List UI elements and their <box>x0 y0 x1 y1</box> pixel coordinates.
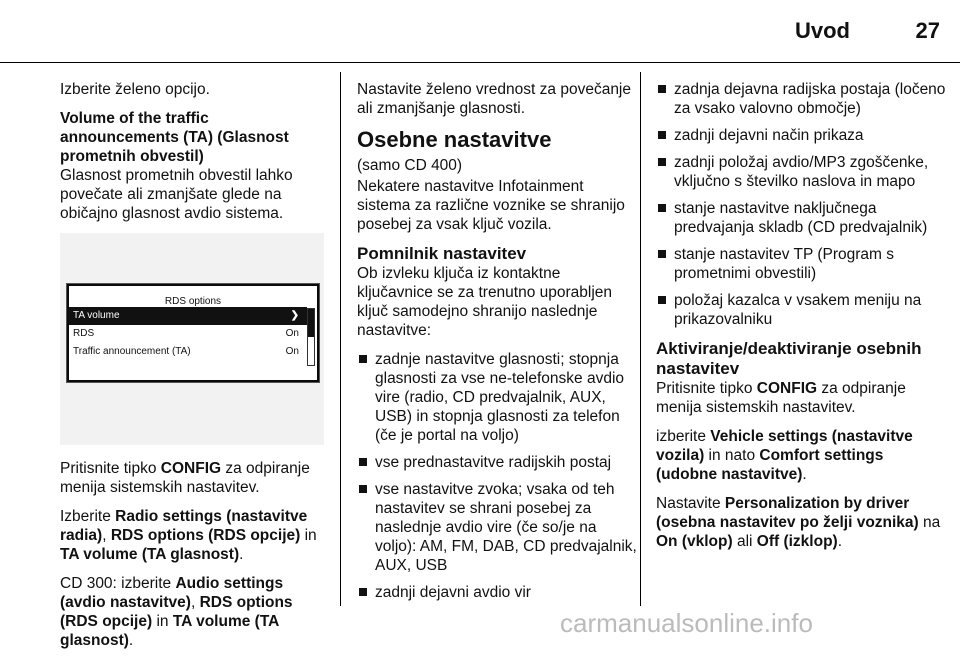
text-run: in <box>300 527 317 544</box>
text-run: . <box>802 466 807 483</box>
menu-row-value: On <box>285 328 299 339</box>
stored-settings-list <box>357 350 637 602</box>
menu-path: On (vklop) <box>656 533 733 550</box>
text-run: CD 300: izberite <box>60 575 176 592</box>
running-header-title: Uvod <box>795 18 850 43</box>
menu-path: Personalization by driver (osebna nastavitev po želji voznika) <box>656 495 919 531</box>
text-run: in <box>152 613 173 630</box>
column-1 <box>60 80 328 660</box>
menu-path: Comfort settings (udobne nastavitve) <box>656 447 884 483</box>
menu-path: TA volume (TA glasnost) <box>60 546 240 563</box>
text-run: ali <box>732 533 757 550</box>
text-run: , <box>102 527 111 544</box>
cd300-instruction <box>60 574 328 650</box>
subheading-activate-personal-settings: Aktiviranje/deaktiviranje osebnih nastavitev <box>656 339 922 378</box>
text-run: in nato <box>704 447 760 464</box>
list-item: vse prednastavitve radijskih postaj <box>357 453 637 472</box>
config-key-label: CONFIG <box>756 380 818 397</box>
section-heading-ta-volume: Volume of the traffic announcements (TA) (Glasnost prometnih obvestil) <box>60 110 289 165</box>
personal-settings-description: Nekatere nastavitve Infotainment sistema za različne voznike se shranijo posebej za vsak ključ vozila. <box>357 178 625 233</box>
menu-row-label: RDS <box>73 328 95 339</box>
list-item: zadnje nastavitve glasnosti; stopnja glasnosti za vse ne-telefonske avdio vire (radio, CD predvajalnik, AUX, USB) in stopnja glasnosti za telefon (če je portal na voljo) <box>357 350 637 445</box>
list-item: stanje nastavitve naključnega predvajanja skladb (CD predvajalnik) <box>656 199 946 237</box>
personalization-instruction <box>656 494 946 551</box>
chevron-right-icon: ❯ <box>290 310 299 321</box>
ta-volume-description: Glasnost prometnih obvestil lahko povečate ali zmanjšate glede na običajno glasnost avdio sistema. <box>60 167 293 222</box>
config-key-label: CONFIG <box>160 460 222 477</box>
config-instruction <box>656 379 946 417</box>
list-item: položaj kazalca v vsakem meniju na prikazovalniku <box>656 291 946 329</box>
subheading-settings-memory: Pomnilnik nastavitev <box>357 244 527 263</box>
rds-options-screen-figure <box>60 233 324 445</box>
scrollbar <box>307 308 315 366</box>
list-item: zadnji položaj avdio/MP3 zgoščenke, vključno s številko naslova in mapo <box>656 153 946 191</box>
menu-path: Audio settings (avdio nastavitve) <box>60 575 284 611</box>
text-run: izberite <box>656 428 711 445</box>
text-run: . <box>239 546 244 563</box>
text-run: Pritisnite tipko <box>60 460 161 477</box>
text-run: , <box>190 594 200 611</box>
text-run: Nastavite <box>656 495 725 512</box>
config-instruction <box>60 459 328 497</box>
vehicle-settings-instruction <box>656 427 946 484</box>
display-panel <box>69 286 317 380</box>
list-item: zadnji dejavni način prikaza <box>656 126 946 145</box>
menu-row-rds <box>69 325 307 343</box>
list-item: vse nastavitve zvoka; vsaka od teh nastavitev se shrani posebej za naslednje avdio vire (če so/je na voljo): AM, FM, DAB, CD predvajalnik, AUX, USB <box>357 480 637 575</box>
column-divider <box>640 72 641 606</box>
menu-path: RDS options (RDS opcije) <box>110 527 301 544</box>
adjust-instruction: Nastavite želeno vrednost za povečanje ali zmanjšanje glasnosti. <box>357 81 631 117</box>
text-run: za odpiranje menija sistemskih nastavitev. <box>60 460 310 496</box>
display-frame <box>66 283 320 383</box>
menu-row-label: TA volume <box>73 310 120 321</box>
stored-settings-list-continued <box>656 80 946 329</box>
section-heading-personal-settings: Osebne nastavitve <box>357 127 552 152</box>
list-item: zadnji dejavni avdio vir <box>357 583 637 602</box>
column-3 <box>656 80 946 561</box>
display-title: RDS options <box>164 296 222 307</box>
settings-memory-description: Ob izvleku ključa iz kontaktne ključavnice se za trenutno uporabljen ključ samodejno shranijo naslednje nastavitve: <box>357 265 613 339</box>
menu-path: Radio settings (nastavitve radia) <box>60 508 308 544</box>
text-run: na <box>918 514 941 531</box>
page-number: 27 <box>915 18 940 43</box>
column-2 <box>357 80 637 610</box>
list-item: zadnja dejavna radijska postaja (ločeno za vsako valovno območje) <box>656 80 946 118</box>
menu-row-value: On <box>285 346 299 357</box>
menu-row-label: Traffic announcement (TA) <box>73 346 191 357</box>
menu-path: RDS options (RDS opcije) <box>60 594 293 630</box>
menu-path: Vehicle settings (nastavitve vozila) <box>656 428 913 464</box>
text-run: Izberite <box>60 508 116 525</box>
select-instruction <box>60 507 328 564</box>
text-run: . <box>837 533 843 550</box>
intro-text: Izberite želeno opcijo. <box>60 81 210 98</box>
menu-row-traffic-announcement <box>69 343 307 361</box>
text-run: Pritisnite tipko <box>656 380 757 397</box>
text-run: za odpiranje menija sistemskih nastavitev. <box>656 380 906 416</box>
cd400-note: (samo CD 400) <box>357 157 463 174</box>
menu-path: TA volume (TA glasnost) <box>60 613 279 649</box>
watermark: carmanualsonline.info <box>560 608 813 638</box>
scrollbar-thumb <box>308 309 314 337</box>
header-rule <box>0 62 960 63</box>
list-item: stanje nastavitev TP (Program s prometnimi obvestili) <box>656 245 946 283</box>
menu-path: Off (izklop) <box>756 533 838 550</box>
text-run: . <box>128 632 134 649</box>
column-divider <box>340 72 341 606</box>
